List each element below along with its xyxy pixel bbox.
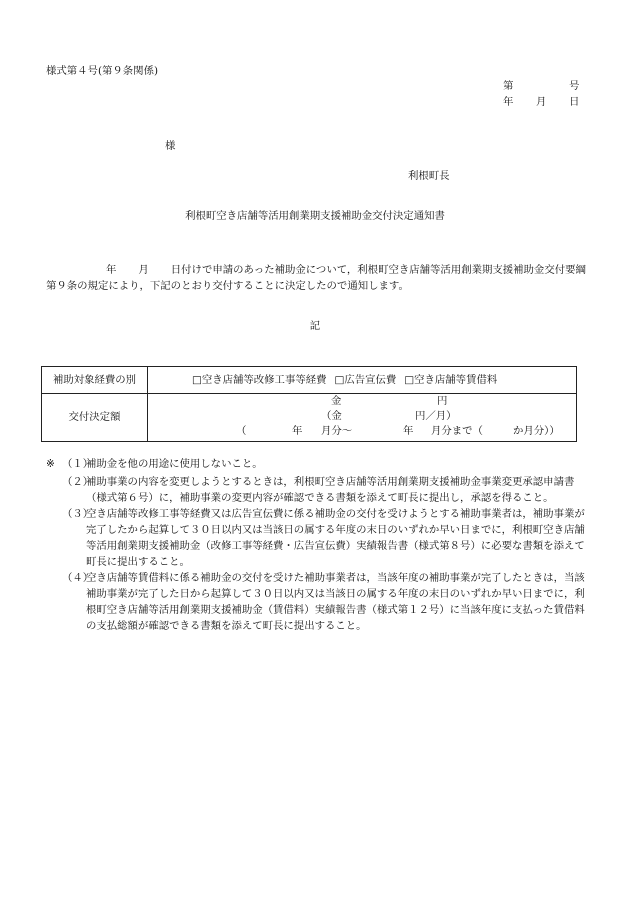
- note-number: （１）: [62, 458, 94, 470]
- expense-type-options: [148, 367, 577, 394]
- amount-yen: 円: [437, 395, 448, 407]
- monthly-open: （金: [321, 410, 342, 422]
- note-text: 空き店舗等賃借料に係る補助金の交付を受けた補助事業者は，当該年度の補助事業が完了したときは，当該補助事業が完了した日から起算して３０日以内又は当該日の属する年度の末日のいずれか早い日までに，利根町空き店舗等活用創業期支援補助金（賃借料）実績報告書（様式第１２号）に当該年度に支払った賃借料の支払総額が確認できる書類を添えて町長に提出すること。: [86, 572, 585, 632]
- period-from-month: 月分～: [321, 425, 353, 437]
- table-row: [42, 367, 577, 394]
- period-open: （: [236, 425, 247, 437]
- doc-date-day: 日: [569, 96, 580, 108]
- doc-number-dai: 第: [503, 80, 514, 92]
- period-count: か月分））: [513, 425, 560, 437]
- doc-number-go: 号: [569, 80, 580, 92]
- sender-name: 利根町長: [408, 170, 450, 182]
- monthly-unit: 円／月）: [415, 410, 457, 422]
- grant-amount-label: 交付決定額: [42, 394, 148, 442]
- body-year: 年: [106, 264, 117, 276]
- document-title: 利根町空き店舗等活用創業期支援補助金交付決定通知書: [185, 210, 445, 222]
- period-to-month: 月分まで（: [431, 425, 483, 437]
- note-number: （３）: [62, 508, 94, 520]
- list-item: [46, 506, 591, 570]
- option-rent: □空き店舗等賃借料: [404, 373, 498, 386]
- list-item: [46, 458, 591, 474]
- list-item: [46, 474, 591, 506]
- option-renovation: □空き店舗等改修工事等経費: [192, 373, 327, 386]
- period-to-year: 年: [403, 425, 414, 437]
- note-number: （２）: [62, 476, 94, 488]
- addressee-suffix: 様: [165, 140, 176, 152]
- note-text: 空き店舗等改修工事等経費又は広告宣伝費に係る補助金の交付を受けようとする補助事業者は，補助事業が完了したから起算して３０日以内又は当該日の属する年度の末日のいずれか早い日までに，利根町空き店舗等活用創業期支援補助金（改修工事等経費・広告宣伝費）実績報告書（様式第８号）に必要な書類を添えて町長に提出すること。: [86, 508, 585, 568]
- body-text: 日付けで申請のあった補助金について，利根町空き店舗等活用創業期支援補助金交付要綱第９条の規定により，下記のとおり交付することに決定したので通知します。: [46, 264, 586, 292]
- body-month: 月: [138, 264, 149, 276]
- note-text: 補助金を他の用途に使用しないこと。: [86, 458, 263, 470]
- notes-mark: ※: [46, 458, 55, 470]
- note-text: 補助事業の内容を変更しようとするときは，利根町空き店舗等活用創業期支援補助金事業変更承認申請書（様式第６号）に，補助事業の変更内容が確認できる書類を添えて町長に提出し，承認を得ること。: [86, 476, 575, 504]
- period-from-year: 年: [292, 425, 303, 437]
- body-paragraph: [46, 262, 591, 294]
- ki-heading: 記: [309, 320, 321, 332]
- table-row: [42, 394, 577, 442]
- grant-amount-cell: [148, 394, 577, 442]
- expense-type-label: 補助対象経費の別: [42, 367, 148, 394]
- amount-kin: 金: [331, 395, 342, 407]
- doc-date-year: 年: [503, 96, 514, 108]
- form-number: 様式第４号(第９条関係): [46, 65, 159, 77]
- note-number: （４）: [62, 572, 94, 584]
- doc-date-month: 月: [536, 96, 547, 108]
- notes-section: [46, 458, 591, 634]
- grant-table: [41, 366, 577, 442]
- option-advertising: □広告宣伝費: [334, 373, 397, 386]
- list-item: [46, 570, 591, 634]
